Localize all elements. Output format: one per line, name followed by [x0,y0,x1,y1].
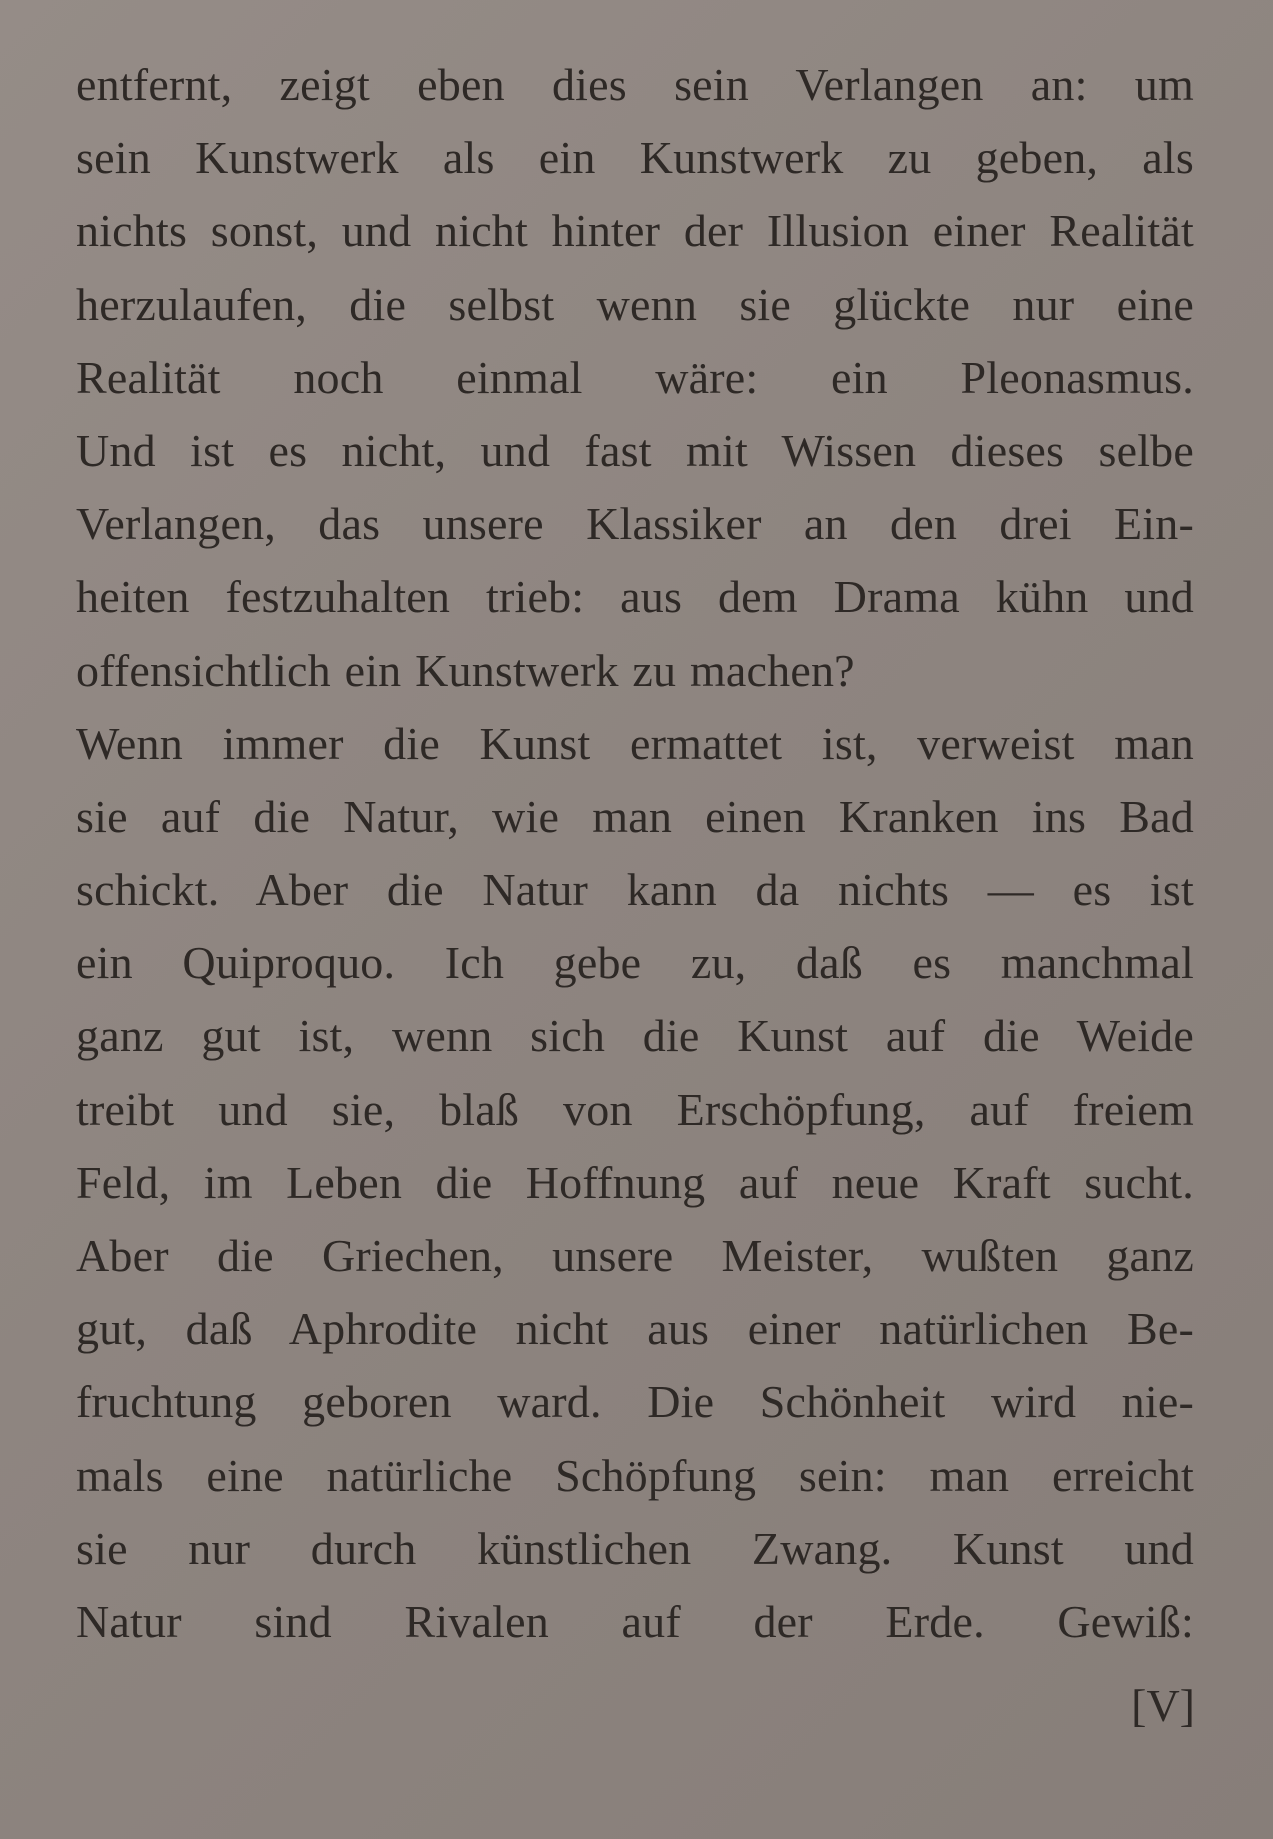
text-line: Natur sind Rivalen auf der Erde. Gewiß: [76,1595,1194,1647]
text-line: nichts sonst, und nicht hinter der Illusion einer Realität [76,205,1194,257]
text-line: treibt und sie, blaß von Erschöpfung, auf freiem [76,1083,1194,1135]
text-line: Aber die Griechen, unsere Meister, wußten ganz [76,1230,1194,1281]
text-line: sein Kunstwerk als ein Kunstwerk zu geben, als [76,132,1194,184]
page-number: [V] [1131,1680,1195,1731]
text-line: entfernt, zeigt eben dies sein Verlangen an: um [76,59,1194,110]
text-line: Wenn immer die Kunst ermattet ist, verweist man [76,717,1194,769]
text-line: Realität noch einmal wäre: ein Pleonasmus. [76,351,1194,403]
text-line: sie nur durch künstlichen Zwang. Kunst und [76,1522,1194,1574]
text-line: ein Quiproquo. Ich gebe zu, daß es manchmal [76,937,1194,989]
text-line: offensichtlich ein Kunstwerk zu machen? [76,644,855,696]
body-text [76,48,1194,1658]
text-line: heiten festzuhalten trieb: aus dem Drama kühn und [76,571,1194,623]
text-line: ganz gut ist, wenn sich die Kunst auf die Weide [76,1010,1194,1062]
text-line: herzulaufen, die selbst wenn sie glückte nur eine [76,278,1194,330]
text-line: sie auf die Natur, wie man einen Kranken ins Bad [76,790,1194,842]
text-line: schickt. Aber die Natur kann da nichts — es ist [76,864,1194,916]
text-line: gut, daß Aphrodite nicht aus einer natürlichen Be- [76,1303,1194,1355]
text-line: Feld, im Leben die Hoffnung auf neue Kraft sucht. [76,1156,1194,1208]
text-line: Verlangen, das unsere Klassiker an den drei Ein- [76,498,1194,550]
text-line: mals eine natürliche Schöpfung sein: man erreicht [76,1449,1194,1501]
text-line: Und ist es nicht, und fast mit Wissen dieses selbe [76,424,1194,476]
text-line: fruchtung geboren ward. Die Schönheit wird nie- [76,1376,1194,1428]
